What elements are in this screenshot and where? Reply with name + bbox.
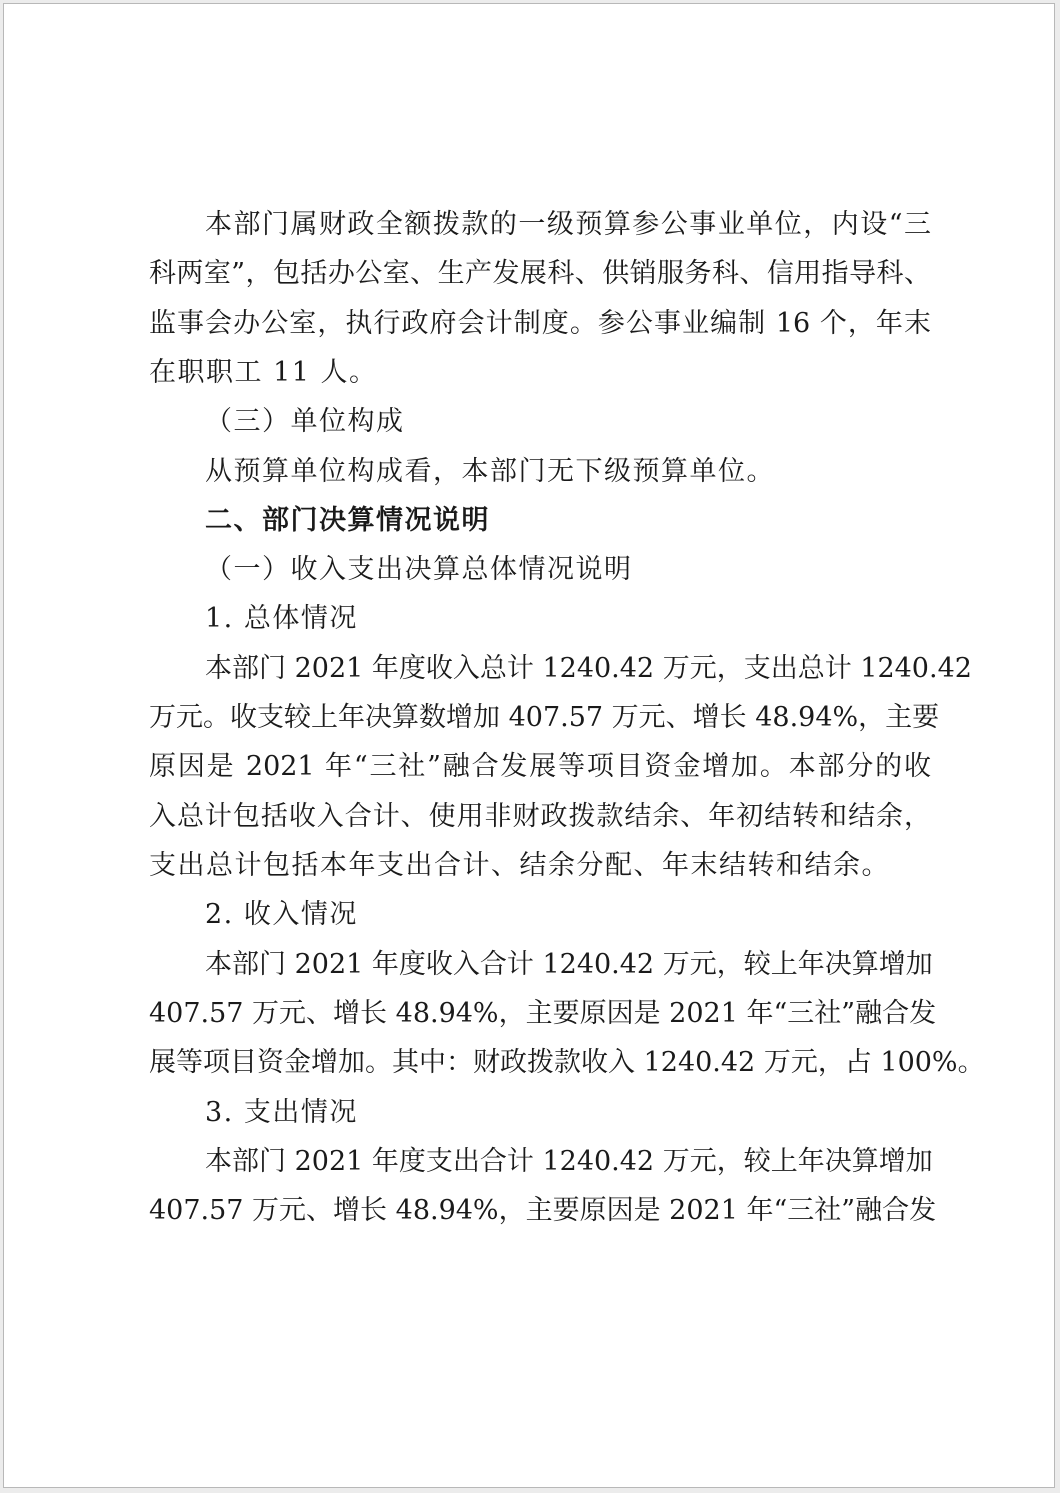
subsection-heading: 3. 支出情况	[205, 1097, 358, 1128]
paragraph-line: 本部门 2021 年度收入合计 1240.42 万元，较上年决算增加	[205, 949, 933, 980]
chapter-heading: 二、部门决算情况说明	[205, 505, 490, 536]
paragraph-line: 展等项目资金增加。其中：财政拨款收入 1240.42 万元，占 100%。	[149, 1047, 985, 1078]
paragraph-line: 入总计包括收入合计、使用非财政拨款结余、年初结转和结余，	[149, 801, 931, 832]
paragraph-line: 从预算单位构成看，本部门无下级预算单位。	[205, 456, 775, 487]
section-heading: （三）单位构成	[205, 406, 405, 437]
paragraph-line: 本部门 2021 年度收入总计 1240.42 万元，支出总计 1240.42	[205, 653, 972, 684]
paragraph-line: 407.57 万元、增长 48.94%，主要原因是 2021 年“三社”融合发	[149, 998, 937, 1029]
paragraph-line: 原因是 2021 年“三社”融合发展等项目资金增加。本部分的收	[149, 751, 931, 782]
paragraph-line: 监事会办公室，执行政府会计制度。参公事业编制 16 个，年末	[149, 308, 931, 339]
section-heading: （一）收入支出决算总体情况说明	[205, 554, 633, 585]
paragraph-line: 407.57 万元、增长 48.94%，主要原因是 2021 年“三社”融合发	[149, 1195, 937, 1226]
subsection-heading: 1. 总体情况	[205, 603, 358, 634]
paragraph-line: 万元。收支较上年决算数增加 407.57 万元、增长 48.94%，主要	[149, 702, 940, 733]
paragraph-line: 支出总计包括本年支出合计、结余分配、年末结转和结余。	[149, 850, 890, 881]
document-page	[3, 3, 1055, 1488]
paragraph-line: 本部门属财政全额拨款的一级预算参公事业单位，内设“三	[205, 209, 931, 240]
paragraph-line: 本部门 2021 年度支出合计 1240.42 万元，较上年决算增加	[205, 1146, 933, 1177]
paragraph-line: 在职职工 11 人。	[149, 357, 378, 388]
paragraph-line: 科两室”，包括办公室、生产发展科、供销服务科、信用指导科、	[149, 258, 931, 289]
subsection-heading: 2. 收入情况	[205, 899, 358, 930]
